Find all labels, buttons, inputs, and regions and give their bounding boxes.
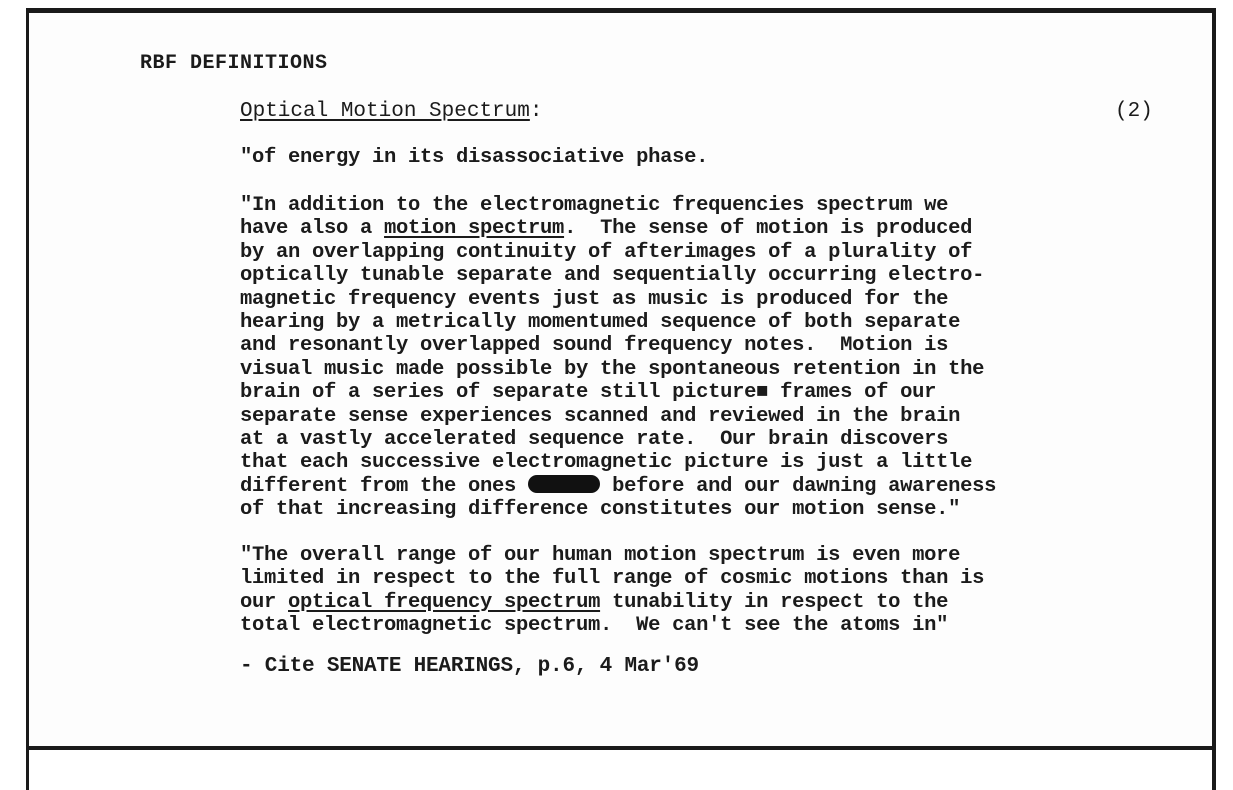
underlined-phrase: motion spectrum [384,217,565,241]
text-line: . The sense of motion is produced [564,217,973,241]
text-line: "The overall range of our human motion spectrum is even more [240,544,961,567]
text-line: our [240,590,289,614]
text-line: have also a [240,217,385,241]
text-line: "In addition to the electromagnetic frequencies spectrum we [240,194,949,217]
text-line: limited in respect to the full range of cosmic motions than is [240,567,985,591]
text-line: at a vastly accelerated sequence rate. Our brain discovers [240,428,949,452]
text-line: different from the ones [240,474,529,498]
paragraph-1: "of energy in its disassociative phase. [240,146,709,169]
text-line: that each successive electromagnetic picture is just a little [240,451,973,475]
text-line: visual music made possible by the spontaneous retention in the [240,357,985,381]
text-line: and resonantly overlapped sound frequency notes. Motion is [240,334,949,358]
text-line: brain of a series of separate still picture■ frames of our [240,381,937,405]
citation: - Cite SENATE HEARINGS, p.6, 4 Mar'69 [240,655,699,678]
next-card-edge [26,750,1216,790]
page-number: (2) [1115,100,1153,123]
text-line: magnetic frequency events just as music is produced for the [240,287,949,311]
definition-term [240,100,542,123]
text-line: of that increasing difference constitutes our motion sense." [240,498,961,522]
underlined-phrase: optical frequency spectrum [288,590,601,614]
text-line: optically tunable separate and sequentially occurring electro- [240,264,985,288]
text-line: hearing by a metrically momentumed sequence of both separate [240,311,961,335]
paragraph-3 [240,544,984,638]
term-label: Optical Motion Spectrum [240,100,530,123]
text-line: by an overlapping continuity of afterimages of a plurality of [240,240,973,264]
text-line: tunability in respect to the [600,590,949,614]
paragraph-2 [240,194,996,522]
text-line: total electromagnetic spectrum. We can't see the atoms in" [240,614,949,638]
page-header: RBF DEFINITIONS [140,52,328,75]
text-line: separate sense experiences scanned and reviewed in the brain [240,404,961,428]
text-line: before and our dawning awareness [600,474,997,498]
term-colon: : [529,100,543,123]
ink-blot [528,475,600,493]
